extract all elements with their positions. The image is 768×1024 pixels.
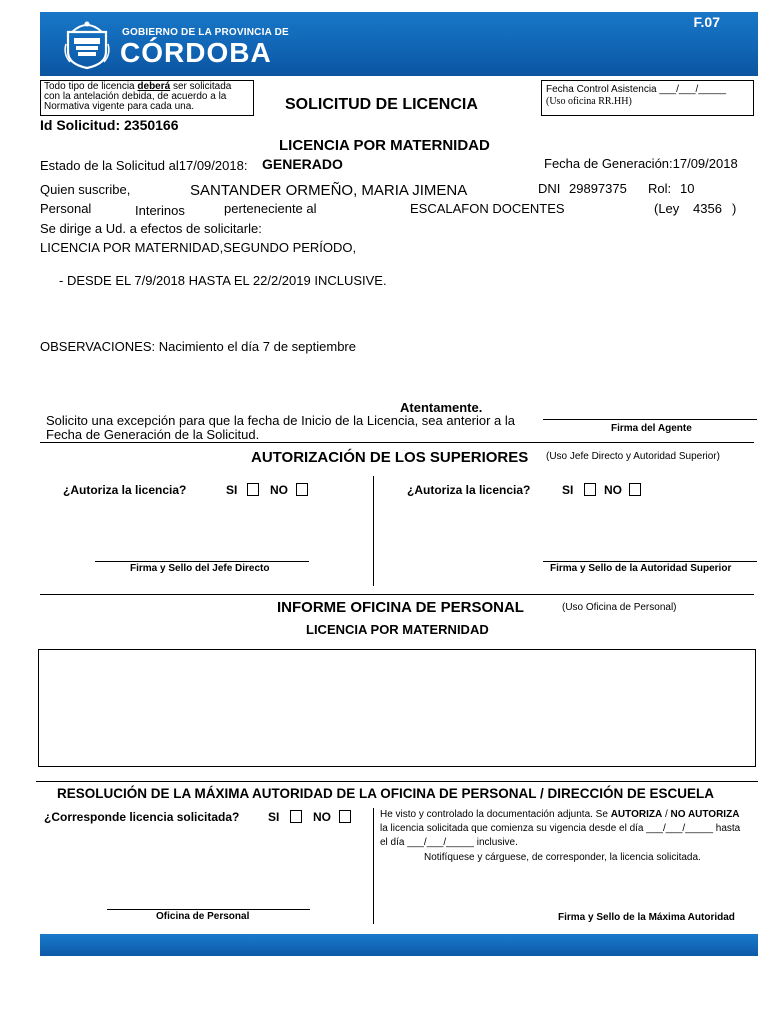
perteneciente-label: perteneciente al [224,201,317,216]
dirige-text: Se dirige a Ud. a efectos de solicitarle: [40,221,262,236]
resolucion-text: / [662,809,671,820]
no-checkbox-resolucion[interactable] [339,810,351,823]
jefe-signature-line [95,561,309,562]
control-date-label: Fecha Control Asistencia ___/___/_____ [546,84,727,95]
notice-text: con la antelación debida, de acuerdo a la [44,91,227,102]
ley-value: 4356 [693,201,722,216]
autorizacion-note: (Uso Jefe Directo y Autoridad Superior) [546,451,720,462]
personal-label: Personal [40,201,92,216]
informe-title: INFORME OFICINA DE PERSONAL [277,599,524,616]
resolucion-text-1 [380,809,739,821]
control-note: (Uso oficina RR.HH) [546,96,632,107]
oficina-signature-line [107,909,310,910]
si-checkbox-resolucion[interactable] [290,810,302,823]
header-banner [40,12,758,76]
resolucion-text-3: el día ___/___/_____ inclusive. [380,837,518,848]
resolucion-text: He visto y controlado la documentación adjunta. Se [380,809,611,820]
si-label-resolucion: SI [268,810,280,824]
status-value: GENERADO [262,156,343,172]
corresponde-question: ¿Corresponde licencia solicitada? [44,810,240,824]
notice-emphasis: deberá [137,81,171,92]
no-checkbox-right[interactable] [629,483,641,496]
closing-text: Atentamente. [400,400,483,415]
form-code: F.07 [693,14,720,30]
autoridad-signature-label: Firma y Sello de la Autoridad Superior [550,563,732,574]
informe-note: (Uso Oficina de Personal) [562,602,677,613]
si-label-left: SI [226,483,238,497]
agent-signature-label: Firma del Agente [611,423,692,434]
section-divider [40,442,754,443]
no-label-right: NO [604,483,622,497]
si-checkbox-left[interactable] [247,483,259,496]
resolucion-text-2: la licencia solicitada que comienza su vigencia desde el día ___/___/_____ hasta [380,823,741,834]
page-title: SOLICITUD DE LICENCIA [285,96,478,113]
no-label-left: NO [270,483,288,497]
ley-close: ) [732,201,737,216]
no-checkbox-left[interactable] [296,483,308,496]
autorizacion-title: AUTORIZACIÓN DE LOS SUPERIORES [251,449,529,466]
coat-of-arms-icon [62,18,112,70]
license-type-heading: LICENCIA POR MATERNIDAD [279,137,490,154]
column-divider [373,476,374,586]
no-label-resolucion: NO [313,810,331,824]
notice-text: ser solicitada [170,81,232,92]
status-label: Estado de la Solicitud al17/09/2018: [40,158,248,173]
informe-subtitle: LICENCIA POR MATERNIDAD [306,622,489,637]
notice-text: Todo tipo de licencia [44,81,138,92]
id-solicitud: Id Solicitud: 2350166 [40,117,179,133]
section-divider [40,594,754,595]
org-line: GOBIERNO DE LA PROVINCIA DE [122,27,289,38]
si-checkbox-right[interactable] [584,483,596,496]
person-name: SANTANDER ORMEÑO, MARIA JIMENA [190,182,468,199]
control-box [541,80,754,116]
autoriza-text: AUTORIZA [610,809,663,820]
notice-box [40,80,254,116]
rol-label: Rol: [648,181,672,196]
resolucion-title: RESOLUCIÓN DE LA MÁXIMA AUTORIDAD DE LA OFICINA DE PERSONAL / DIRECCIÓN DE ESCUELA [57,786,715,801]
exception-text-1: Solicito una excepción para que la fecha de Inicio de la Licencia, sea anterior a la [46,413,516,428]
agent-signature-line [543,419,757,420]
rol-value: 10 [680,181,695,196]
personal-type: Interinos [135,203,185,218]
dni-value: 29897375 [569,181,627,196]
generation-date: Fecha de Generación:17/09/2018 [544,156,738,171]
license-detail: LICENCIA POR MATERNIDAD,SEGUNDO PERÍODO, [40,240,357,255]
org-name: CÓRDOBA [120,37,272,68]
autoriza-question-right: ¿Autoriza la licencia? [407,483,531,497]
maxima-signature-label: Firma y Sello de la Máxima Autoridad [558,912,735,923]
autoridad-signature-line [543,561,757,562]
notice-text: Normativa vigente para cada una. [44,101,195,112]
exception-text-2: Fecha de Generación de la Solicitud. [46,427,260,442]
ley-label: (Ley [654,201,680,216]
jefe-signature-label: Firma y Sello del Jefe Directo [130,563,270,574]
license-period: - DESDE EL 7/9/2018 HASTA EL 22/2/2019 INCLUSIVE. [59,273,387,288]
informe-textarea[interactable] [38,649,756,767]
oficina-signature-label: Oficina de Personal [156,911,250,922]
escalafon-value: ESCALAFON DOCENTES [410,201,565,216]
quien-suscribe-label: Quien suscribe, [40,182,131,197]
resolucion-text-4: Notifíquese y cárguese, de corresponder, la licencia solicitada. [424,852,701,863]
footer-banner [40,934,758,956]
dni-label: DNI [538,181,561,196]
section-divider [36,781,758,782]
si-label-right: SI [562,483,574,497]
column-divider [373,808,374,924]
autoriza-question-left: ¿Autoriza la licencia? [63,483,187,497]
observaciones: OBSERVACIONES: Nacimiento el día 7 de septiembre [40,339,356,354]
no-autoriza-text: NO AUTORIZA [670,809,740,820]
